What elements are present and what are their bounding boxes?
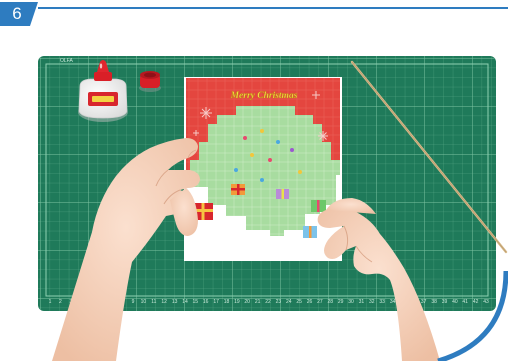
mat-ruler-number: 27 [317,299,323,305]
gift-box-purple [276,189,289,199]
glue-cap-collar [94,72,112,81]
mat-ruler-number: 20 [244,299,250,305]
mat-ruler-number: 9 [131,299,135,305]
mat-ruler-number: 32 [369,299,375,305]
mat-ruler-number: 25 [296,299,302,305]
mat-ruler-number: 14 [182,299,188,305]
mat-ruler-number: 22 [265,299,271,305]
mat-ruler-number: 33 [379,299,385,305]
mat-ruler-number: 28 [327,299,334,305]
mat-ruler-number: 2 [59,299,62,305]
step-header-rule [38,7,508,9]
gift-box-orange [231,184,245,195]
mat-ruler-number: 19 [234,299,240,305]
christmas-card [184,77,342,261]
glue-cap [139,71,161,92]
mat-ruler-number: 21 [254,299,261,305]
mat-ruler-number: 39 [441,299,448,305]
mat-ruler-number: 13 [171,299,178,305]
mat-top-label: OLFA [60,58,73,64]
mat-ruler-number: 40 [452,299,458,305]
mat-ruler-number: 18 [223,299,230,305]
card-greeting: Merry Christmas [230,91,298,101]
mat-ruler-number: 29 [337,299,344,305]
mat-ruler-number: 17 [213,299,219,305]
mat-ruler-number: 34 [389,299,396,305]
gift-box-green [311,200,326,212]
mat-ruler-number: 41 [462,299,468,305]
mat-ruler-number: 15 [192,299,199,305]
mat-ruler-number: 31 [358,299,365,305]
gift-box-blue [303,226,317,238]
mat-ruler-number: 38 [431,299,437,305]
mat-ruler-number: 42 [472,299,479,305]
mat-ruler-number: 37 [420,299,427,305]
mat-ruler-number: 10 [140,299,147,305]
mat-ruler-number: 23 [275,299,282,305]
mat-ruler-number: 43 [483,299,489,305]
corner-decoration [418,271,508,361]
mat-ruler-number: 1 [48,299,52,305]
mat-ruler-number: 24 [286,299,292,305]
step-badge [0,2,38,26]
mat-ruler-number: 30 [348,299,354,305]
mat-ruler-number: 26 [306,299,313,305]
step-number: 6 [12,4,22,23]
mat-ruler-number: 12 [161,299,167,305]
mat-ruler-number: 16 [202,299,209,305]
mat-ruler-number: 11 [151,299,157,305]
